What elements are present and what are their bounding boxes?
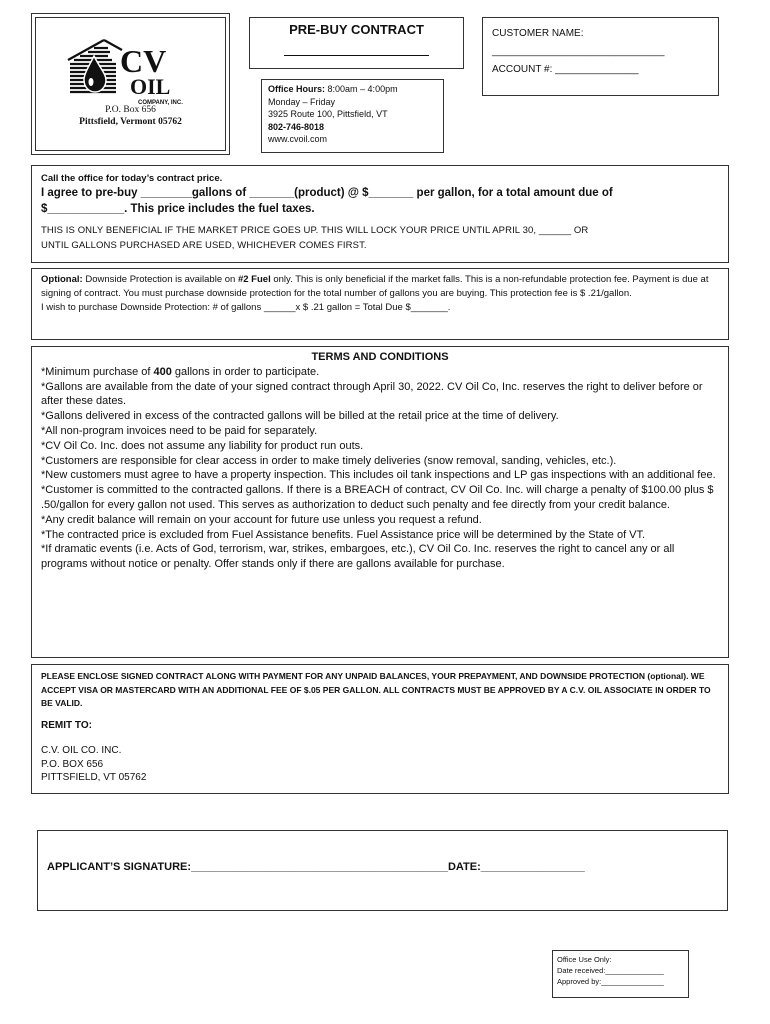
optional-text-a: Downside Protection is available on bbox=[85, 274, 236, 285]
beneficial-line-2: UNTIL GALLONS PURCHASED ARE USED, WHICHEVER COMES FIRST. bbox=[41, 240, 367, 251]
office-hours bbox=[268, 83, 437, 96]
remit-po-box: P.O. BOX 656 bbox=[41, 758, 104, 770]
term-item: *If dramatic events (i.e. Acts of God, terrorism, war, strikes, embargoes, etc.), CV Oil Co. Inc. reserves the right to cancel any or all programs without notice or penalty. Offer stands only if there are gallons available for purchase. bbox=[41, 543, 675, 571]
office-days: Monday – Friday bbox=[268, 96, 336, 107]
customer-name-field[interactable]: _______________________________ bbox=[492, 46, 665, 57]
beneficial-line-1[interactable]: THIS IS ONLY BENEFICIAL IF THE MARKET PRICE GOES UP. THIS WILL LOCK YOUR PRICE UNTIL APRIL 30, ______ OR bbox=[41, 225, 589, 236]
downside-protection-text bbox=[41, 273, 719, 301]
term-item: *Customer is committed to the contracted gallons. If there is a BREACH of contract, CV Oil Co. Inc. will charge a penalty of $100.00 plus $ .50/gallon for every gallon not used. This serves as authorization to deduct such penalty and fee directly from your credit balance. bbox=[41, 484, 714, 511]
optional-label: Optional: bbox=[41, 274, 83, 285]
logo-po-box: P.O. Box 656 bbox=[105, 105, 156, 115]
office-hours-value: 8:00am – 4:00pm bbox=[327, 84, 398, 94]
term-item: *All non-program invoices need to be paid for separately. bbox=[41, 424, 318, 437]
agreement-box bbox=[31, 165, 729, 263]
beneficial-notice bbox=[41, 223, 719, 253]
downside-wish-line[interactable]: I wish to purchase Downside Protection: # of gallons ______x $ .21 gallon = Total Due $_______. bbox=[41, 302, 451, 313]
term-item: *The contracted price is excluded from Fuel Assistance benefits. Fuel Assistance price will be determined by the State of VT. bbox=[41, 528, 646, 541]
customer-info-box bbox=[482, 17, 719, 96]
office-address: 3925 Route 100, Pittsfield, VT bbox=[268, 109, 388, 119]
applicant-signature-field[interactable]: APPLICANT’S SIGNATURE:__________________________________________DATE:_________________ bbox=[47, 861, 585, 873]
term-item: *Gallons delivered in excess of the contracted gallons will be billed at the retail price at the time of delivery. bbox=[41, 410, 559, 423]
optional-text-b: only. This is only beneficial if the market falls. This is a non-refundable protection fee. Payment is due at signing of contract. You must purchase downside protection for the total number of gallons you are buying. This protection fee is $ .21/gallon. bbox=[41, 274, 709, 299]
oil-drop-icon bbox=[84, 56, 106, 92]
agree-line-1[interactable]: I agree to pre-buy ________gallons of _______(product) @ $_______ per gallon, for a total amount due of bbox=[41, 187, 613, 199]
terms-title: TERMS AND CONDITIONS bbox=[311, 351, 449, 363]
title-blank-line[interactable] bbox=[284, 55, 429, 56]
term-item: *Gallons are available from the date of your signed contract through April 30, 2022. CV Oil Co, Inc. reserves the right to deliver before or after these dates. bbox=[41, 380, 703, 408]
logo-company-sub: COMPANY, INC. bbox=[138, 100, 183, 106]
enclose-remit-box bbox=[31, 664, 729, 794]
term-item: *CV Oil Co. Inc. does not assume any liability for product run outs. bbox=[41, 439, 364, 452]
page-title: PRE-BUY CONTRACT bbox=[289, 22, 424, 37]
office-website: www.cvoil.com bbox=[268, 134, 328, 144]
office-use-box bbox=[552, 950, 689, 998]
agree-line-2[interactable]: $____________. This price includes the fuel taxes. bbox=[41, 203, 315, 215]
downside-protection-box bbox=[31, 268, 729, 340]
office-use-title: Office Use Only: bbox=[557, 955, 612, 964]
optional-fuel: #2 Fuel bbox=[237, 274, 271, 285]
term-min-num: 400 bbox=[153, 365, 172, 378]
term-item: *New customers must agree to have a property inspection. This includes oil tank inspections and LP gas inspections with an additional fee. bbox=[41, 469, 716, 482]
office-phone: 802-746-8018 bbox=[268, 121, 325, 132]
approved-by-field[interactable]: Approved by:_______________ bbox=[557, 977, 664, 986]
date-received-field[interactable]: Date received:______________ bbox=[557, 966, 664, 975]
term-min-b: gallons in order to participate. bbox=[174, 365, 320, 378]
office-hours-label: Office Hours: bbox=[268, 84, 326, 94]
logo-address bbox=[36, 104, 225, 128]
remit-name: C.V. OIL CO. INC. bbox=[41, 745, 122, 756]
account-number-field[interactable]: ACCOUNT #: _______________ bbox=[492, 64, 639, 75]
logo-city: Pittsfield, Vermont 05762 bbox=[79, 117, 182, 127]
term-item: *Customers are responsible for clear access in order to make timely deliveries (snow removal, sanding, vehicles, etc.). bbox=[41, 454, 617, 467]
customer-name-label: CUSTOMER NAME: bbox=[492, 28, 584, 39]
office-info-box bbox=[261, 79, 444, 153]
title-box bbox=[249, 17, 464, 69]
terms-box bbox=[31, 346, 729, 658]
company-logo-block bbox=[31, 13, 230, 155]
call-office-line: Call the office for today’s contract price. bbox=[41, 173, 223, 184]
remit-label: REMIT TO: bbox=[41, 719, 92, 731]
term-item: *Any credit balance will remain on your account for future use unless you request a refund. bbox=[41, 513, 482, 526]
term-min-a: *Minimum purchase of bbox=[41, 365, 151, 378]
remit-city: PITTSFIELD, VT 05762 bbox=[41, 772, 147, 783]
logo-inner-frame bbox=[35, 17, 226, 151]
enclose-note: PLEASE ENCLOSE SIGNED CONTRACT ALONG WITH PAYMENT FOR ANY UNPAID BALANCES, YOUR PREPAYMENT, AND DOWNSIDE PROTECTION (optional). WE ACCEPT VISA OR MASTERCARD WITH AN ADDITIONAL FEE OF $.05 PER GALLON. ALL CONTRACTS MUST BE APPROVED BY A C.V. OIL ASSOCIATE IN ORDER TO BE VALID. bbox=[41, 671, 711, 708]
remit-address bbox=[41, 744, 719, 785]
logo-oil-text: OIL bbox=[130, 74, 171, 99]
logo-cv-text: CV bbox=[120, 43, 167, 79]
cv-oil-logo bbox=[64, 38, 194, 108]
signature-box bbox=[37, 830, 728, 911]
term-item-minimum bbox=[41, 365, 719, 380]
